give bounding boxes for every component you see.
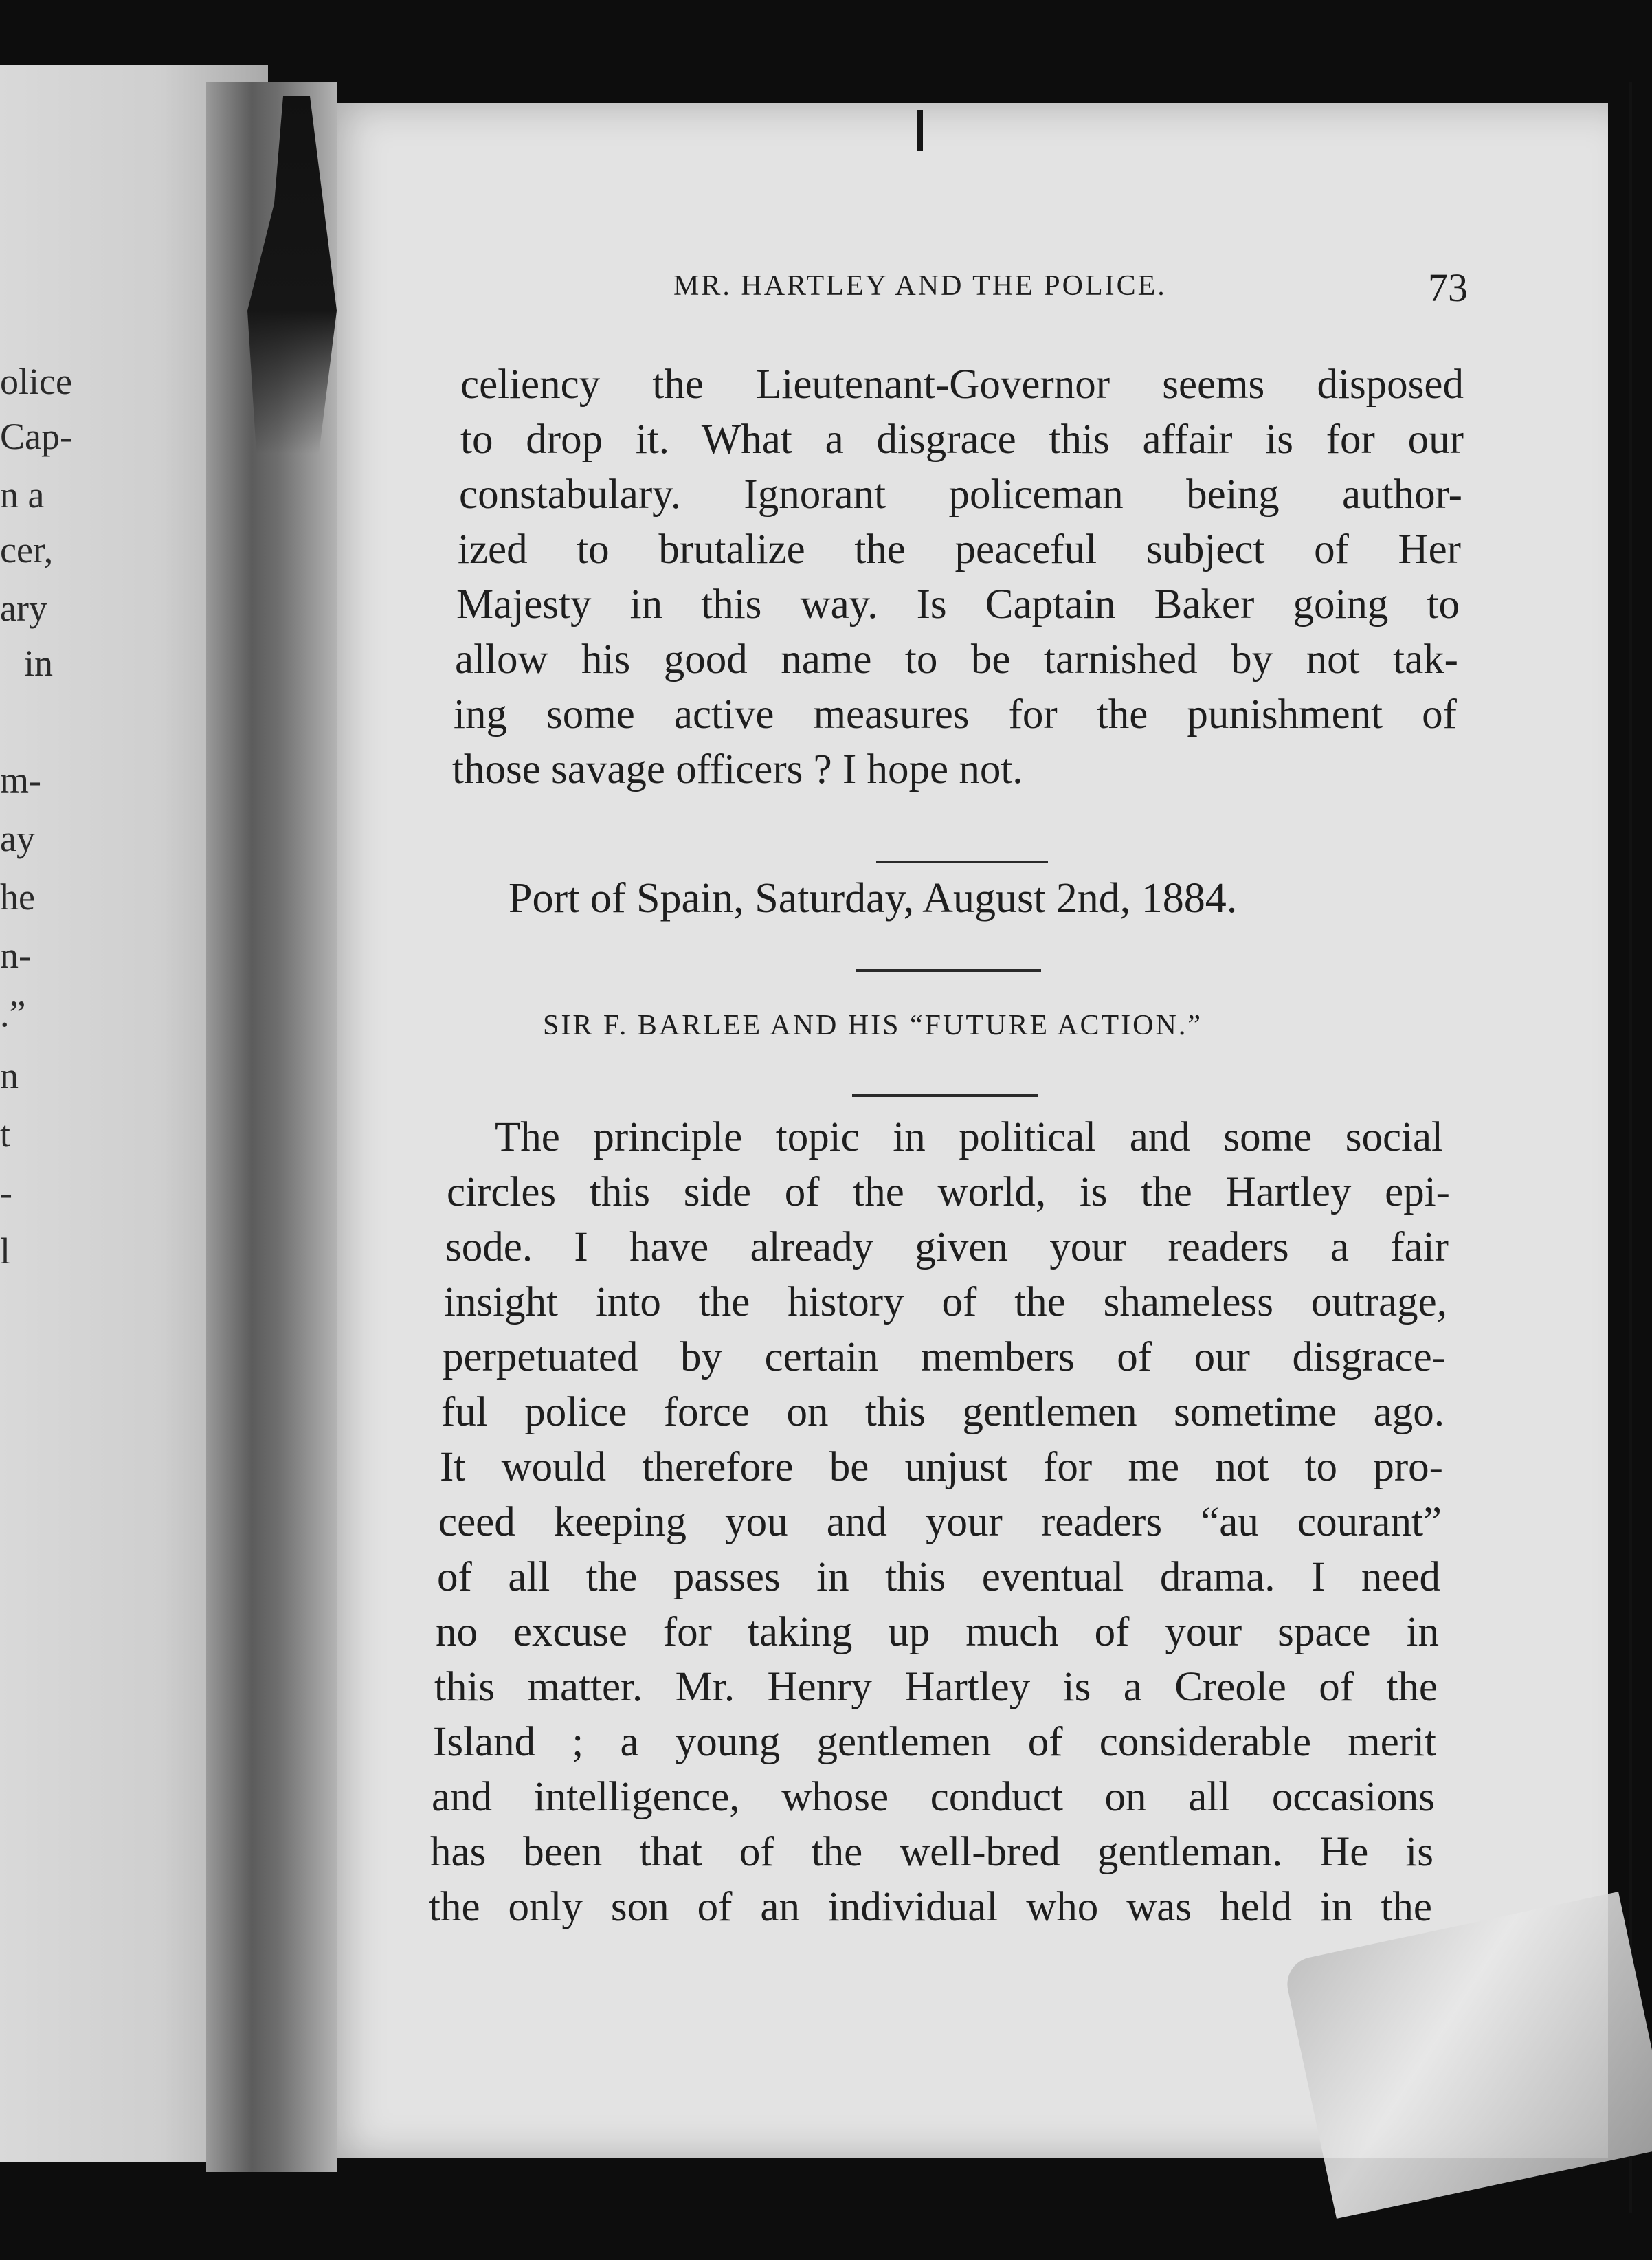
separator-rule [852,1094,1038,1097]
text-line: celiency the Lieutenant-Governor seems disposed [460,362,1464,408]
left-page-fragment: m- [0,760,41,801]
text-line: and intelligence, whose conduct on all occasions [432,1774,1435,1820]
text-line: Majesty in this way. Is Captain Baker going to [456,581,1460,628]
left-page-fragment: n [0,1055,19,1096]
left-page-fragment: cer, [0,529,54,570]
left-page-fragment: he [0,876,35,918]
left-page-fragment: Cap- [0,416,72,457]
text-line: Island ; a young gentlemen of considerable merit [433,1719,1436,1765]
text-line: constabulary. Ignorant policeman being author- [459,472,1462,518]
separator-rule [876,861,1048,863]
text-line: ceed keeping you and your readers “au courant” [438,1499,1442,1545]
text-line: perpetuated by certain members of our disgrace- [443,1334,1446,1380]
left-page-fragment: t [0,1114,11,1155]
text-line: circles this side of the world, is the Hartley epi- [447,1169,1450,1215]
text-line: this matter. Mr. Henry Hartley is a Creole of the [434,1664,1438,1710]
text-line: allow his good name to be tarnished by not tak- [455,636,1458,683]
left-page-fragment: l [0,1230,11,1272]
separator-rule [856,969,1041,972]
text-line: The principle topic in political and some social [495,1114,1443,1160]
text-line: to drop it. What a disgrace this affair is for our [460,417,1464,463]
text-line: of all the passes in this eventual drama. I need [437,1554,1440,1600]
left-page-fragment: - [0,1172,12,1213]
scan-artifact [1629,82,1632,2213]
left-page-fragment: olice [0,361,72,402]
left-page-fragment: n- [0,935,31,976]
page-number: 73 [1428,265,1468,310]
running-head: MR. HARTLEY AND THE POLICE. [673,270,1167,302]
section-title: SIR F. BARLEE AND HIS “FUTURE ACTION.” [543,1010,1203,1041]
text-line: has been that of the well-bred gentleman. He is [430,1829,1433,1875]
text-line: It would therefore be unjust for me not to pro- [440,1444,1443,1490]
left-page-fragment: ary [0,588,47,629]
left-page-fragment: in [24,643,54,684]
text-line: ized to brutalize the peaceful subject of Her [458,527,1461,573]
text-line: sode. I have already given your readers a fair [445,1224,1449,1270]
left-page-fragment: .” [0,993,26,1034]
dateline: Port of Spain, Saturday, August 2nd, 1884. [509,875,1238,922]
left-page-fragment: ay [0,818,35,859]
text-line: insight into the history of the shameless outrage, [444,1279,1447,1325]
text-line: no excuse for taking up much of your space in [436,1609,1439,1655]
text-line: ful police force on this gentlemen sometime ago. [441,1389,1444,1435]
scan-artifact [917,110,923,151]
text-line: the only son of an individual who was held in the [429,1884,1432,1930]
left-page-fragment: n a [0,474,45,516]
text-line: ing some active measures for the punishment of [454,691,1457,738]
text-line: those savage officers ? I hope not. [452,746,1023,793]
